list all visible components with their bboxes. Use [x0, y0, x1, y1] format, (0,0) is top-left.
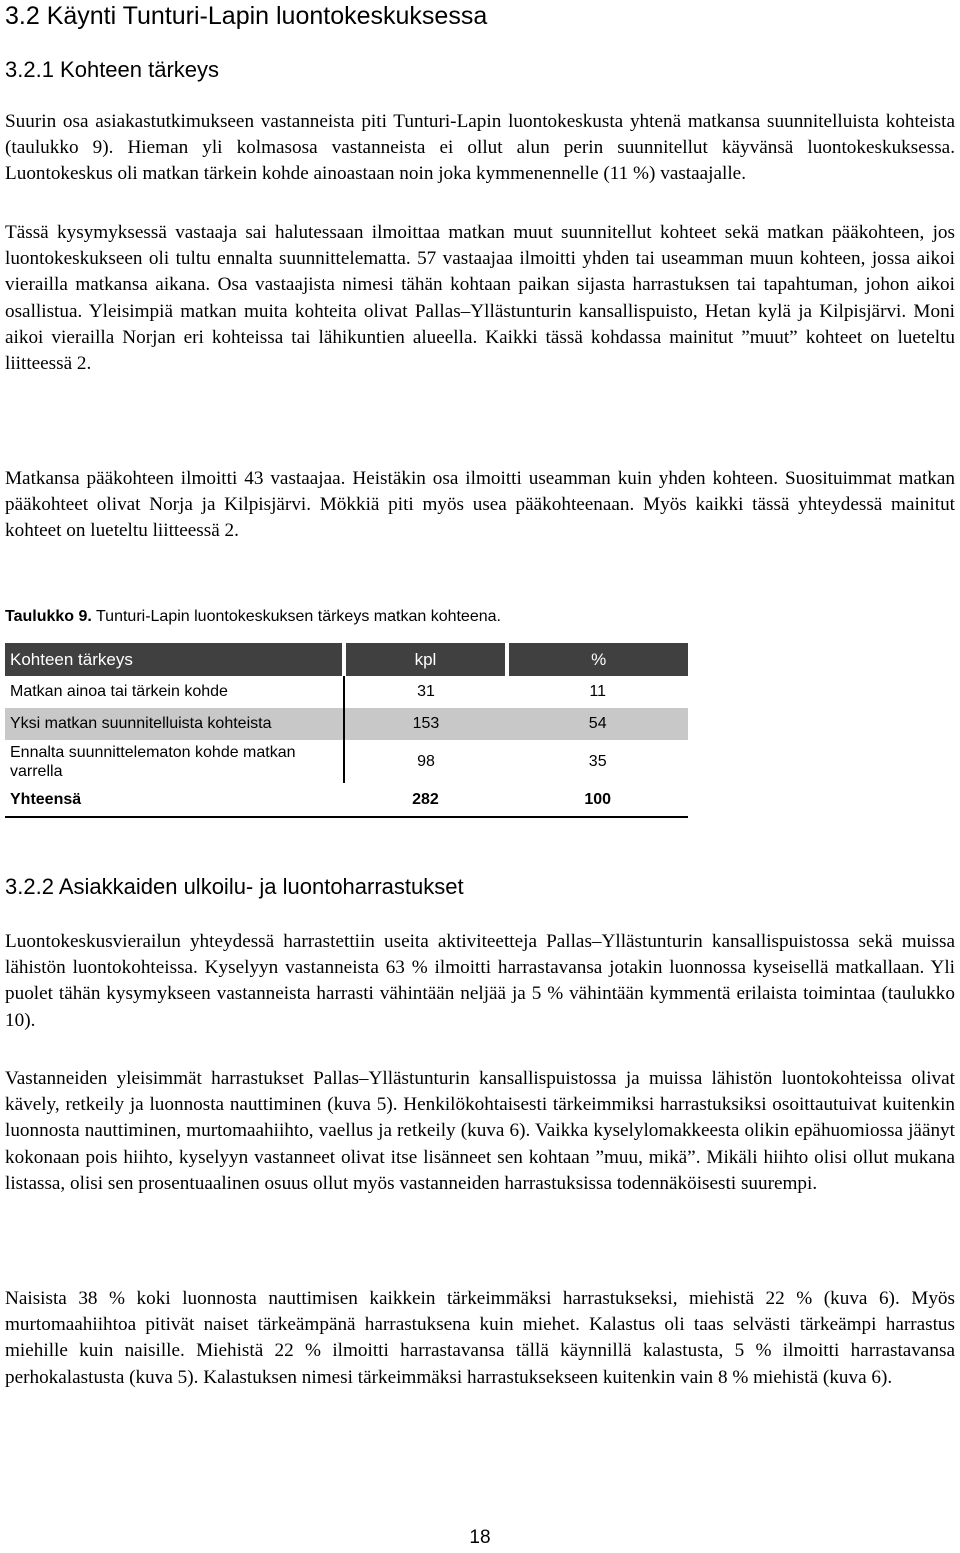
table-row [5, 676, 688, 708]
table-header-row [5, 643, 688, 676]
paragraph-1: Suurin osa asiakastutkimukseen vastanneista piti Tunturi-Lapin luontokeskusta yhtenä matkansa suunnitelluista kohteista (taulukko 9). Hieman yli kolmasosa vastanneista ei ollut alun perin suunnitellut käyvänsä luontokeskuksessa. Luontokeskus oli matkan tärkein kohde ainoastaan noin joka kymmenennelle (11 %) vastaajalle. [5, 111, 955, 185]
row-count: 31 [417, 683, 435, 700]
table-caption-text: Tunturi-Lapin luontokeskuksen tärkeys matkan kohteena. [91, 608, 501, 625]
table-row [5, 740, 688, 783]
section-title: 3.2 Käynti Tunturi-Lapin luontokeskuksessa [5, 2, 488, 30]
header-importance: Kohteen tärkeys [5, 643, 344, 676]
total-percent: 100 [507, 783, 688, 817]
row-label: Matkan ainoa tai tärkein kohde [5, 676, 344, 708]
table-total-row [5, 783, 688, 817]
row-count: 153 [344, 708, 508, 740]
subsection-title-1: 3.2.1 Kohteen tärkeys [5, 57, 220, 82]
paragraph-3: Matkansa pääkohteen ilmoitti 43 vastaajaa. Heistäkin osa ilmoitti useamman kuin yhden kohteen. Suosituimmat matkan pääkohteet olivat Norja ja Kilpisjärvi. Mökkiä piti myös usea pääkohteenaan. Myös kaikki tässä yhteydessä mainitut kohteet on lueteltu liitteessä 2. [5, 468, 955, 542]
total-count: 282 [344, 783, 508, 817]
row-percent: 11 [589, 683, 606, 700]
row-percent: 54 [507, 708, 688, 740]
page-number: 18 [469, 1527, 491, 1548]
table-caption-label: Taulukko 9. [5, 608, 92, 625]
data-table [5, 643, 688, 818]
paragraph-2: Tässä kysymyksessä vastaaja sai halutessaan ilmoittaa matkan muut suunnitellut kohteet sekä matkan pääkohteen, jos luontokeskukseen oli tultu ennalta suunnittelematta. 57 vastaajaa ilmoitti yhden tai useamman muun kohteen, jossa aikoi vierailla matkansa aikana. Osa vastaajista nimesi tähän kohtaan paikan sijasta harrastuksen tai tapahtuman, johon aikoi osallistua. Yleisimpiä matkan muita kohteita olivat Pallas–Yllästunturin kansallispuisto, Hetan kylä ja Kilpisjärvi. Moni aikoi vierailla Norjan eri kohteissa tai lähikuntien alueella. Kaikki tässä kohdassa mainitut ”muut” kohteet on lueteltu liitteessä 2. [5, 222, 955, 375]
row-count: 98 [417, 752, 435, 770]
subsection-title-2: 3.2.2 Asiakkaiden ulkoilu- ja luontoharrastukset [5, 874, 464, 899]
header-percent: % [507, 643, 688, 676]
paragraph-6: Naisista 38 % koki luonnosta nauttimisen kaikkein tärkeimmäksi harrastukseksi, miehistä 22 % (kuva 6). Myös murtomaahiihtoa pitivät naiset tärkeämpänä harrastuksena kuin miehet. Kalastus oli taas selvästi tärkeämpi harrastus miehille kuin naisille. Miehistä 22 % ilmoitti harrastavansa tällä käynnillä kalastusta, 5 % ilmoitti harrastavansa perhokalastusta (kuva 5). Kalastuksen nimesi tärkeimmäksi harrastuksekseen kuitenkin vain 8 % miehistä (kuva 6). [5, 1288, 955, 1388]
table-caption [5, 608, 501, 626]
row-label: Yksi matkan suunnitelluista kohteista [5, 708, 344, 740]
header-count: kpl [344, 643, 508, 676]
table-row [5, 708, 688, 740]
total-label: Yhteensä [5, 783, 344, 817]
paragraph-5: Vastanneiden yleisimmät harrastukset Pallas–Yllästunturin kansallispuistossa ja muissa lähistön luontokohteissa olivat kävely, retkeily ja luonnosta nauttiminen (kuva 5). Henkilökohtaisesti tärkeimmiksi harrastuksiksi osoittautuivat kuitenkin luonnosta nauttiminen, murtomaahiihto, vaellus ja retkeily (kuva 6). Vaikka kyselylomakkeesta olikin epähuomiossa jäänyt kokonaan pois hiihto, kyselyyn vastanneet olivat itse lisänneet sen kohtaan ”muu, mikä”. Mikäli hiihto olisi ollut mukana listassa, olisi sen prosentuaalinen osuus ollut myös vastanneiden harrastuksissa todennäköisesti suurempi. [5, 1068, 955, 1194]
row-percent: 35 [588, 752, 607, 770]
paragraph-4: Luontokeskusvierailun yhteydessä harrastettiin useita aktiviteetteja Pallas–Yllästunturin kansallispuistossa sekä muissa lähistön luontokohteissa. Kyselyyn vastanneista 63 % ilmoitti harrastavansa jotakin luonnossa kyseisellä matkallaan. Yli puolet tähän kysymykseen vastanneista harrasti vähintään neljää ja 5 % vähintään kymmentä erilaista toimintaa (taulukko 10). [5, 931, 955, 1031]
row-label: Ennalta suunnittelematon kohde matkan varrella [5, 740, 344, 783]
